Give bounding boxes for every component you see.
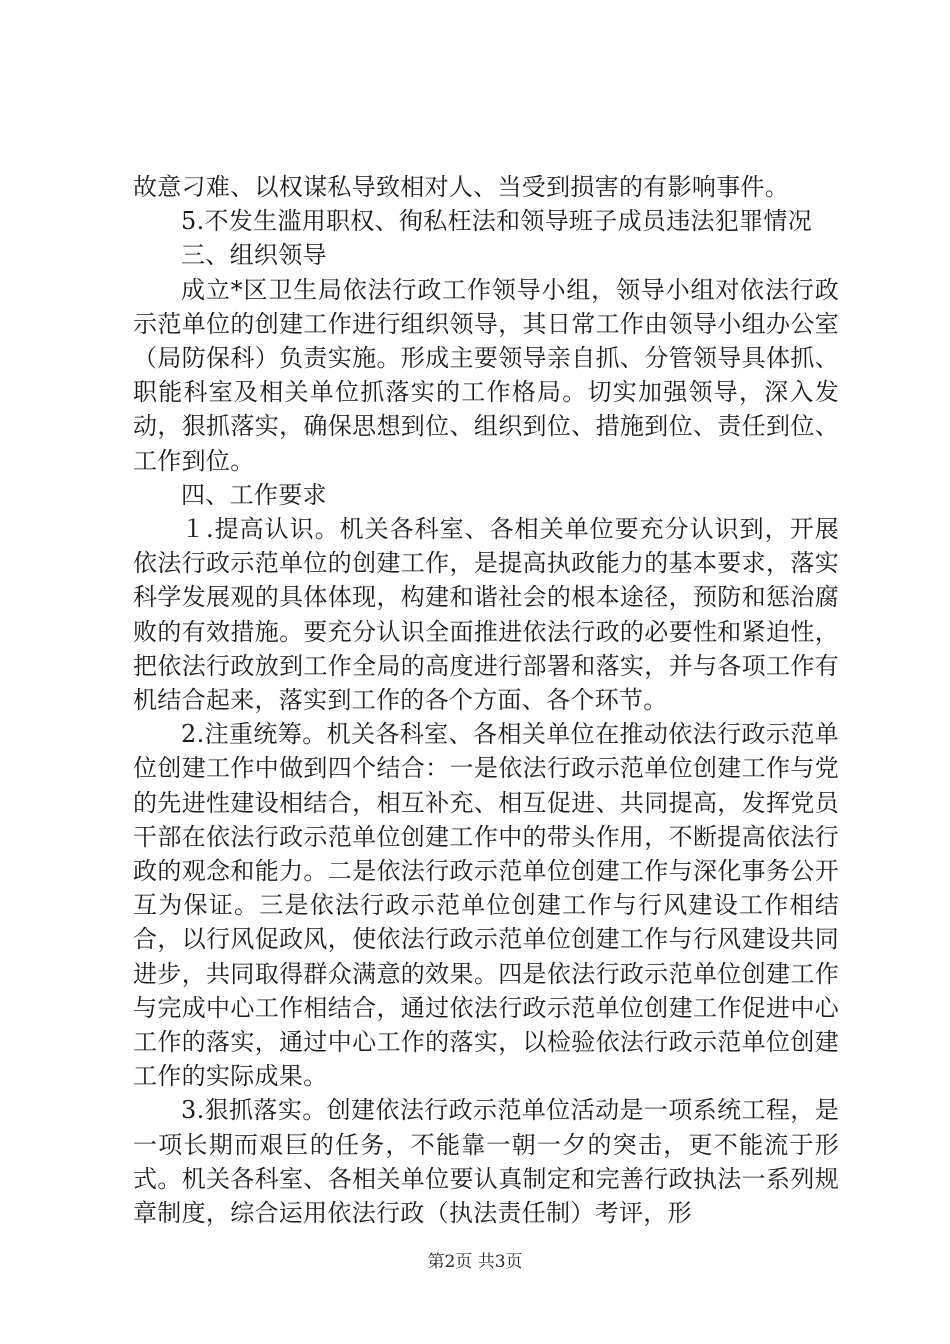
paragraph-organization: 成立*区卫生局依法行政工作领导小组，领导小组对依法行政示范单位的创建工作进行组织领导，其日常工作由领导小组办公室（局防保科）负责实施。形成主要领导亲自抓、分管领导具体抓、职能科室及相关单位抓落实的工作格局。切实加强领导，深入发动，狠抓落实，确保思想到位、组织到位、措施到位、责任到位、工作到位。 bbox=[133, 275, 839, 475]
paragraph-requirement-2: 2.注重统筹。机关各科室、各相关单位在推动依法行政示范单位创建工作中做到四个结合：一是依法行政示范单位创建工作与党的先进性建设相结合，相互补充、相互促进、共同提高，发挥党员干部在依法行政示范单位创建工作中的带头作用，不断提高依法行政的观念和能力。二是依法行政示范单位创建工作与深化事务公开互为保证。三是依法行政示范单位创建工作与行风建设工作相结合，以行风促政风，使依法行政示范单位创建工作与行风建设共同进步，共同取得群众满意的效果。四是依法行政示范单位创建工作与完成中心工作相结合，通过依法行政示范单位创建工作促进中心工作的落实，通过中心工作的落实，以检验依法行政示范单位创建工作的实际成果。 bbox=[133, 720, 839, 1091]
paragraph-requirement-3: 3.狠抓落实。创建依法行政示范单位活动是一项系统工程，是一项长期而艰巨的任务，不能靠一朝一夕的突击，更不能流于形式。机关各科室、各相关单位要认真制定和完善行政执法一系列规章制度，综合运用依法行政（执法责任制）考评，形 bbox=[133, 1096, 839, 1228]
document-body bbox=[133, 170, 839, 1230]
paragraph-item-5: 5.不发生滥用职权、徇私枉法和领导班子成员违法犯罪情况 bbox=[181, 207, 812, 236]
page-number-label: 第2页 共3页 bbox=[427, 1252, 523, 1272]
section-heading-requirements: 四、工作要求 bbox=[181, 480, 327, 509]
page-footer bbox=[0, 1247, 950, 1272]
paragraph-requirement-1: １.提高认识。机关各科室、各相关单位要充分认识到，开展依法行政示范单位的创建工作，是提高执政能力的基本要求，落实科学发展观的具体体现，构建和谐社会的根本途径，预防和惩治腐败的有效措施。要充分认识全面推进依法行政的必要性和紧迫性，把依法行政放到工作全局的高度进行部署和落实，并与各项工作有机结合起来，落实到工作的各个方面、各个环节。 bbox=[133, 515, 839, 715]
paragraph-continuation: 故意刁难、以权谋私导致相对人、当受到损害的有影响事件。 bbox=[133, 173, 790, 201]
section-heading-organization: 三、组织领导 bbox=[181, 241, 327, 270]
